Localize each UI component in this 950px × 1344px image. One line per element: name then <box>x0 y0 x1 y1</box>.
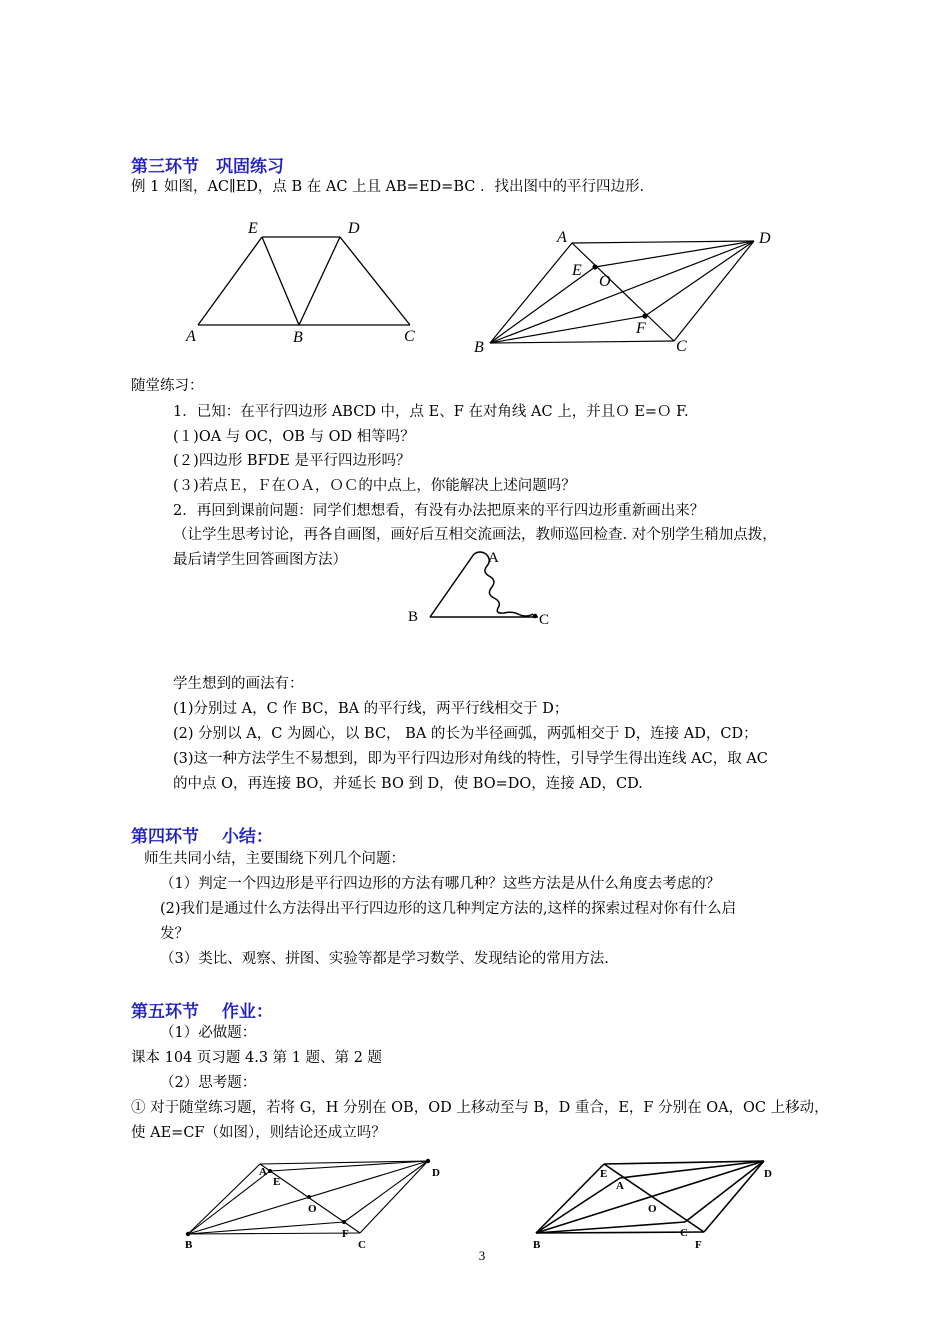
fig5-label-F: F <box>695 1239 702 1251</box>
fig3-label-C: C <box>539 612 550 628</box>
fig4-label-D: D <box>432 1167 440 1179</box>
practice-q1a: (１)OA 与 OC，OB 与 OD 相等吗？ <box>173 429 415 445</box>
summary-point-1: （1）判定一个四边形是平行四边形的方法有哪几种？这些方法是从什么角度去考虑的？ <box>160 876 721 892</box>
fig1-label-A: A <box>186 328 196 345</box>
homework-required-text: 课本 104 页习题 4.3 第 1 题、第 2 题 <box>131 1050 383 1066</box>
fig1-label-D: D <box>348 220 360 237</box>
summary-intro: 师生共同小结，主要围绕下列几个问题： <box>144 851 405 867</box>
fig4-label-E: E <box>273 1176 281 1188</box>
fig1-label-C: C <box>404 328 415 345</box>
section3-title: 第三环节 巩固练习 <box>131 157 284 177</box>
practice-q2-note-line2: 最后请学生回答画图方法） <box>173 552 347 568</box>
figure-parallelogram-1 <box>470 225 790 360</box>
practice-q1c: (３)若点Ｅ，Ｆ在ＯＡ，ＯＣ的中点上，你能解决上述问题吗？ <box>173 478 576 494</box>
summary-point-2-line1: (2)我们是通过什么方法得出平行四边形的这几种判定方法的,这样的探索过程对你有什么启 <box>160 901 737 917</box>
fig3-label-B: B <box>408 609 419 625</box>
fig5-label-O: O <box>648 1203 657 1215</box>
fig1-label-E: E <box>248 220 258 237</box>
fig4-label-B: B <box>185 1239 193 1251</box>
fig2-label-F: F <box>636 320 646 337</box>
fig1-label-B: B <box>293 329 303 346</box>
fig5-label-B: B <box>533 1239 541 1251</box>
homework-think-line2: 使 AE=CF（如图），则结论还成立吗？ <box>131 1125 386 1141</box>
summary-point-2-line2: 发？ <box>160 926 189 942</box>
section5-title: 第五环节 作业： <box>131 1002 273 1022</box>
summary-point-3: （3）类比、观察、拼图、实验等都是学习数学、发现结论的常用方法. <box>160 951 609 967</box>
fig4-label-O: O <box>308 1203 317 1215</box>
example1-text: 例 1 如图，AC∥ED，点 B 在 AC 上且 AB=ED=BC ．找出图中的平行四边形． <box>131 179 654 195</box>
fig5-label-A: A <box>616 1180 624 1192</box>
method-2: (2) 分别以 A，C 为圆心，以 BC， BA 的长为半径画弧，两弧相交于 D，连接 AD，CD； <box>173 726 758 742</box>
fig2-label-D: D <box>759 230 771 247</box>
fig2-label-O: O <box>599 273 611 290</box>
fig4-label-C: C <box>358 1239 366 1251</box>
fig4-label-F: F <box>342 1228 349 1240</box>
section4-title: 第四环节 小结： <box>131 827 273 847</box>
methods-intro: 学生想到的画法有： <box>173 676 304 692</box>
practice-q1: 1．已知：在平行四边形 ABCD 中，点 E、F 在对角线 AC 上，并且Ｏ E=Ｏ F. <box>173 404 689 420</box>
method-1: (1)分别过 A，C 作 BC，BA 的平行线，两平行线相交于 D； <box>173 701 569 717</box>
homework-think-label: （2）思考题： <box>160 1075 257 1091</box>
fig3-label-A: A <box>488 550 499 566</box>
figure-parallelogram-3 <box>530 1155 790 1250</box>
practice-q2-note-line1: （让学生思考讨论，再各自画图，画好后互相交流画法，教师巡回检查. 对个别学生稍加点拨， <box>173 527 777 543</box>
practice-q2: 2．再回到课前问题：同学们想想看，有没有办法把原来的平行四边形重新画出来？ <box>173 503 705 519</box>
figure-trapezoid <box>180 215 430 350</box>
homework-required-label: （1）必做题： <box>160 1025 257 1041</box>
practice-title: 随堂练习： <box>131 378 204 394</box>
practice-q1b: (２)四边形 BFDE 是平行四边形吗？ <box>173 453 411 469</box>
fig5-label-E: E <box>600 1168 608 1180</box>
figure-broken-triangle <box>400 548 560 633</box>
figure-parallelogram-2 <box>180 1155 450 1250</box>
fig5-label-C: C <box>680 1227 688 1239</box>
fig2-label-C: C <box>676 338 687 355</box>
fig4-label-A: A <box>259 1166 267 1178</box>
homework-think-line1: ① 对于随堂练习题，若将 G，H 分别在 OB，OD 上移动至与 B，D 重合，E，F 分别在 OA，OC 上移动， <box>131 1100 829 1116</box>
page-number: 3 <box>478 1248 486 1263</box>
method-3-line1: (3)这一种方法学生不易想到，即为平行四边形对角线的特性，引导学生得出连线 AC，取 AC <box>173 751 768 767</box>
fig5-label-D: D <box>764 1168 772 1180</box>
method-3-line2: 的中点 O，再连接 BO，并延长 BO 到 D，使 BO=DO，连接 AD，CD. <box>173 776 643 792</box>
fig2-label-A: A <box>557 229 567 246</box>
fig2-label-E: E <box>572 262 582 279</box>
fig2-label-B: B <box>474 339 484 356</box>
